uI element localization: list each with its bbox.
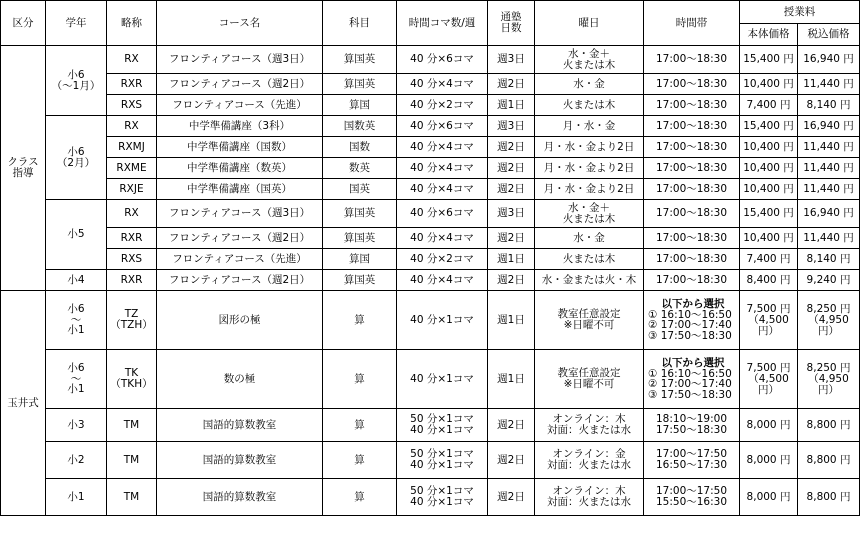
header-weekday: 曜日 bbox=[535, 1, 644, 46]
weekday-cell: オンライン：木 対面：火または水 bbox=[535, 409, 644, 442]
abbr-cell: RXS bbox=[107, 95, 157, 116]
subject-cell: 算国英 bbox=[323, 74, 397, 95]
table-row bbox=[1, 479, 860, 516]
time-cell: 17:00～18:30 bbox=[644, 249, 740, 270]
grade-cell: 小6 （～1月） bbox=[46, 46, 107, 116]
table-row bbox=[1, 350, 860, 409]
tax-price-cell: 16,940 円 bbox=[798, 46, 860, 74]
time-option: ③ 17:50～18:30 bbox=[648, 388, 732, 401]
base-price-cell: 7,500 円 （4,500 円） bbox=[740, 350, 798, 409]
weekday-cell: 水・金 bbox=[535, 74, 644, 95]
table-row bbox=[1, 291, 860, 350]
header-days-line1: 通塾 bbox=[500, 11, 522, 23]
weekday-cell: 水・金＋ 火または木 bbox=[535, 200, 644, 228]
time-cell: 17:00～18:30 bbox=[644, 46, 740, 74]
header-subject: 科目 bbox=[323, 1, 397, 46]
subject-cell: 算国 bbox=[323, 249, 397, 270]
subject-cell: 算国英 bbox=[323, 228, 397, 249]
days-cell: 週1日 bbox=[488, 291, 535, 350]
weekday-cell: 教室任意設定 ※日曜不可 bbox=[535, 291, 644, 350]
header-course-name: コース名 bbox=[157, 1, 323, 46]
table-row bbox=[1, 116, 860, 137]
slots-cell: 40 分×4コマ bbox=[397, 158, 488, 179]
time-cell: 17:00～18:30 bbox=[644, 179, 740, 200]
header-days bbox=[488, 1, 535, 46]
grade-cell: 小6 （2月） bbox=[46, 116, 107, 200]
time-selection-cell bbox=[644, 350, 740, 409]
weekday-cell: 教室任意設定 ※日曜不可 bbox=[535, 350, 644, 409]
abbr-cell: RXS bbox=[107, 249, 157, 270]
days-cell: 週3日 bbox=[488, 200, 535, 228]
tax-price-cell: 16,940 円 bbox=[798, 116, 860, 137]
subject-cell: 算国英 bbox=[323, 200, 397, 228]
days-cell: 週2日 bbox=[488, 442, 535, 479]
tax-price-cell: 8,800 円 bbox=[798, 409, 860, 442]
table-row bbox=[1, 46, 860, 74]
tax-price-cell: 16,940 円 bbox=[798, 200, 860, 228]
course-cell: 中学準備講座（数英） bbox=[157, 158, 323, 179]
abbr-cell: RXR bbox=[107, 228, 157, 249]
weekday-cell: 水・金 bbox=[535, 228, 644, 249]
days-cell: 週2日 bbox=[488, 228, 535, 249]
days-cell: 週1日 bbox=[488, 95, 535, 116]
time-cell: 17:00～18:30 bbox=[644, 137, 740, 158]
abbr-cell: RX bbox=[107, 116, 157, 137]
weekday-cell: 月・水・金より2日 bbox=[535, 179, 644, 200]
table-row bbox=[1, 200, 860, 228]
tax-price-cell: 8,140 円 bbox=[798, 95, 860, 116]
base-price-cell: 8,000 円 bbox=[740, 409, 798, 442]
course-cell: フロンティアコース（週2日） bbox=[157, 74, 323, 95]
tax-price-cell: 11,440 円 bbox=[798, 74, 860, 95]
base-price-cell: 8,400 円 bbox=[740, 270, 798, 291]
time-cell: 17:00～17:50 15:50～16:30 bbox=[644, 479, 740, 516]
abbr-cell: TM bbox=[107, 479, 157, 516]
slots-cell: 40 分×4コマ bbox=[397, 179, 488, 200]
time-option: ② 17:00～17:40 bbox=[648, 319, 732, 331]
subject-cell: 算国英 bbox=[323, 46, 397, 74]
subject-cell: 国英 bbox=[323, 179, 397, 200]
base-price-cell: 10,400 円 bbox=[740, 179, 798, 200]
abbr-cell: RXR bbox=[107, 270, 157, 291]
abbr-cell: RXJE bbox=[107, 179, 157, 200]
slots-cell: 40 分×1コマ bbox=[397, 350, 488, 409]
base-price-cell: 15,400 円 bbox=[740, 116, 798, 137]
weekday-cell: 月・水・金より2日 bbox=[535, 137, 644, 158]
base-price-cell: 7,400 円 bbox=[740, 249, 798, 270]
weekday-cell: 月・水・金より2日 bbox=[535, 158, 644, 179]
tax-price-cell: 11,440 円 bbox=[798, 137, 860, 158]
table-row bbox=[1, 442, 860, 479]
tax-price-cell: 8,800 円 bbox=[798, 442, 860, 479]
header-grade: 学年 bbox=[46, 1, 107, 46]
course-cell: 中学準備講座（国英） bbox=[157, 179, 323, 200]
time-cell: 17:00～18:30 bbox=[644, 158, 740, 179]
category-cell: 玉井式 bbox=[1, 291, 46, 516]
weekday-cell: 水・金または火・木 bbox=[535, 270, 644, 291]
table-row bbox=[1, 270, 860, 291]
grade-cell: 小5 bbox=[46, 200, 107, 270]
time-option: ① 16:10～16:50 bbox=[648, 308, 732, 321]
base-price-cell: 7,400 円 bbox=[740, 95, 798, 116]
header-category: 区分 bbox=[1, 1, 46, 46]
course-cell: 中学準備講座（3科） bbox=[157, 116, 323, 137]
slots-cell: 40 分×1コマ bbox=[397, 291, 488, 350]
time-cell: 17:00～18:30 bbox=[644, 270, 740, 291]
time-option: ① 16:10～16:50 bbox=[648, 367, 732, 380]
abbr-cell: TM bbox=[107, 409, 157, 442]
time-selection-title: 以下から選択 bbox=[661, 357, 725, 369]
base-price-cell: 10,400 円 bbox=[740, 74, 798, 95]
course-cell: フロンティアコース（週2日） bbox=[157, 270, 323, 291]
slots-cell: 50 分×1コマ 40 分×1コマ bbox=[397, 442, 488, 479]
slots-cell: 50 分×1コマ 40 分×1コマ bbox=[397, 409, 488, 442]
grade-cell: 小6 ～ 小1 bbox=[46, 291, 107, 350]
header-price-base: 本体価格 bbox=[740, 24, 798, 46]
slots-cell: 40 分×4コマ bbox=[397, 137, 488, 158]
time-cell: 17:00～18:30 bbox=[644, 116, 740, 137]
course-cell: 国語的算数教室 bbox=[157, 479, 323, 516]
time-cell: 17:00～18:30 bbox=[644, 200, 740, 228]
base-price-cell: 8,000 円 bbox=[740, 479, 798, 516]
tax-price-cell: 9,240 円 bbox=[798, 270, 860, 291]
course-cell: 中学準備講座（国数） bbox=[157, 137, 323, 158]
days-cell: 週2日 bbox=[488, 137, 535, 158]
days-cell: 週2日 bbox=[488, 158, 535, 179]
time-selection-cell bbox=[644, 291, 740, 350]
base-price-cell: 15,400 円 bbox=[740, 46, 798, 74]
header-time-band: 時間帯 bbox=[644, 1, 740, 46]
category-cell: クラス 指導 bbox=[1, 46, 46, 291]
tax-price-cell: 8,250 円 （4,950 円） bbox=[798, 350, 860, 409]
slots-cell: 40 分×4コマ bbox=[397, 270, 488, 291]
slots-cell: 40 分×2コマ bbox=[397, 95, 488, 116]
grade-cell: 小2 bbox=[46, 442, 107, 479]
base-price-cell: 7,500 円 （4,500 円） bbox=[740, 291, 798, 350]
time-cell: 18:10～19:00 17:50～18:30 bbox=[644, 409, 740, 442]
days-cell: 週2日 bbox=[488, 179, 535, 200]
header-price-tax: 税込価格 bbox=[798, 24, 860, 46]
header-abbr: 略称 bbox=[107, 1, 157, 46]
course-cell: フロンティアコース（先進） bbox=[157, 249, 323, 270]
grade-cell: 小6 ～ 小1 bbox=[46, 350, 107, 409]
days-cell: 週2日 bbox=[488, 270, 535, 291]
slots-cell: 40 分×6コマ bbox=[397, 200, 488, 228]
tax-price-cell: 8,250 円 （4,950 円） bbox=[798, 291, 860, 350]
time-selection-title: 以下から選択 bbox=[661, 298, 725, 310]
tax-price-cell: 8,140 円 bbox=[798, 249, 860, 270]
weekday-cell: 水・金＋ 火または木 bbox=[535, 46, 644, 74]
base-price-cell: 10,400 円 bbox=[740, 228, 798, 249]
course-cell: 図形の極 bbox=[157, 291, 323, 350]
slots-cell: 50 分×1コマ 40 分×1コマ bbox=[397, 479, 488, 516]
weekday-cell: オンライン：木 対面：火または水 bbox=[535, 479, 644, 516]
weekday-cell: オンライン：金 対面：火または水 bbox=[535, 442, 644, 479]
tax-price-cell: 11,440 円 bbox=[798, 228, 860, 249]
days-cell: 週1日 bbox=[488, 249, 535, 270]
time-cell: 17:00～18:30 bbox=[644, 74, 740, 95]
base-price-cell: 15,400 円 bbox=[740, 200, 798, 228]
days-cell: 週2日 bbox=[488, 74, 535, 95]
tax-price-cell: 8,800 円 bbox=[798, 479, 860, 516]
days-cell: 週2日 bbox=[488, 479, 535, 516]
slots-cell: 40 分×2コマ bbox=[397, 249, 488, 270]
weekday-cell: 火または木 bbox=[535, 95, 644, 116]
days-cell: 週3日 bbox=[488, 116, 535, 137]
table-row bbox=[1, 137, 860, 158]
slots-cell: 40 分×4コマ bbox=[397, 74, 488, 95]
time-cell: 17:00～18:30 bbox=[644, 228, 740, 249]
abbr-cell: RXMJ bbox=[107, 137, 157, 158]
subject-cell: 算 bbox=[323, 442, 397, 479]
slots-cell: 40 分×6コマ bbox=[397, 46, 488, 74]
abbr-cell: TK （TKH） bbox=[107, 350, 157, 409]
abbr-cell: TM bbox=[107, 442, 157, 479]
time-option: ③ 17:50～18:30 bbox=[648, 329, 732, 342]
time-cell: 17:00～18:30 bbox=[644, 95, 740, 116]
weekday-cell: 火または木 bbox=[535, 249, 644, 270]
header-tuition: 授業料 bbox=[740, 1, 860, 24]
abbr-cell: TZ （TZH） bbox=[107, 291, 157, 350]
course-cell: 国語的算数教室 bbox=[157, 409, 323, 442]
subject-cell: 算 bbox=[323, 291, 397, 350]
table-row bbox=[1, 228, 860, 249]
grade-cell: 小3 bbox=[46, 409, 107, 442]
time-option: ② 17:00～17:40 bbox=[648, 378, 732, 390]
table-row bbox=[1, 158, 860, 179]
table-row bbox=[1, 249, 860, 270]
slots-cell: 40 分×4コマ bbox=[397, 228, 488, 249]
course-cell: 国語的算数教室 bbox=[157, 442, 323, 479]
table-row bbox=[1, 95, 860, 116]
base-price-cell: 8,000 円 bbox=[740, 442, 798, 479]
days-cell: 週1日 bbox=[488, 350, 535, 409]
course-cell: 数の極 bbox=[157, 350, 323, 409]
subject-cell: 算 bbox=[323, 350, 397, 409]
grade-cell: 小4 bbox=[46, 270, 107, 291]
subject-cell: 国数 bbox=[323, 137, 397, 158]
course-cell: フロンティアコース（週3日） bbox=[157, 200, 323, 228]
table-row bbox=[1, 74, 860, 95]
course-cell: フロンティアコース（週3日） bbox=[157, 46, 323, 74]
tax-price-cell: 11,440 円 bbox=[798, 158, 860, 179]
header-time-slots: 時間コマ数/週 bbox=[397, 1, 488, 46]
base-price-cell: 10,400 円 bbox=[740, 137, 798, 158]
abbr-cell: RXME bbox=[107, 158, 157, 179]
grade-cell: 小1 bbox=[46, 479, 107, 516]
abbr-cell: RXR bbox=[107, 74, 157, 95]
subject-cell: 算国 bbox=[323, 95, 397, 116]
subject-cell: 算 bbox=[323, 409, 397, 442]
abbr-cell: RX bbox=[107, 46, 157, 74]
base-price-cell: 10,400 円 bbox=[740, 158, 798, 179]
slots-cell: 40 分×6コマ bbox=[397, 116, 488, 137]
subject-cell: 算国英 bbox=[323, 270, 397, 291]
subject-cell: 数英 bbox=[323, 158, 397, 179]
course-cell: フロンティアコース（週2日） bbox=[157, 228, 323, 249]
time-cell: 17:00～17:50 16:50～17:30 bbox=[644, 442, 740, 479]
table-row bbox=[1, 179, 860, 200]
days-cell: 週2日 bbox=[488, 409, 535, 442]
header-days-line2: 日数 bbox=[500, 22, 522, 34]
subject-cell: 算 bbox=[323, 479, 397, 516]
weekday-cell: 月・水・金 bbox=[535, 116, 644, 137]
days-cell: 週3日 bbox=[488, 46, 535, 74]
course-cell: フロンティアコース（先進） bbox=[157, 95, 323, 116]
abbr-cell: RX bbox=[107, 200, 157, 228]
tax-price-cell: 11,440 円 bbox=[798, 179, 860, 200]
table-row bbox=[1, 409, 860, 442]
subject-cell: 国数英 bbox=[323, 116, 397, 137]
